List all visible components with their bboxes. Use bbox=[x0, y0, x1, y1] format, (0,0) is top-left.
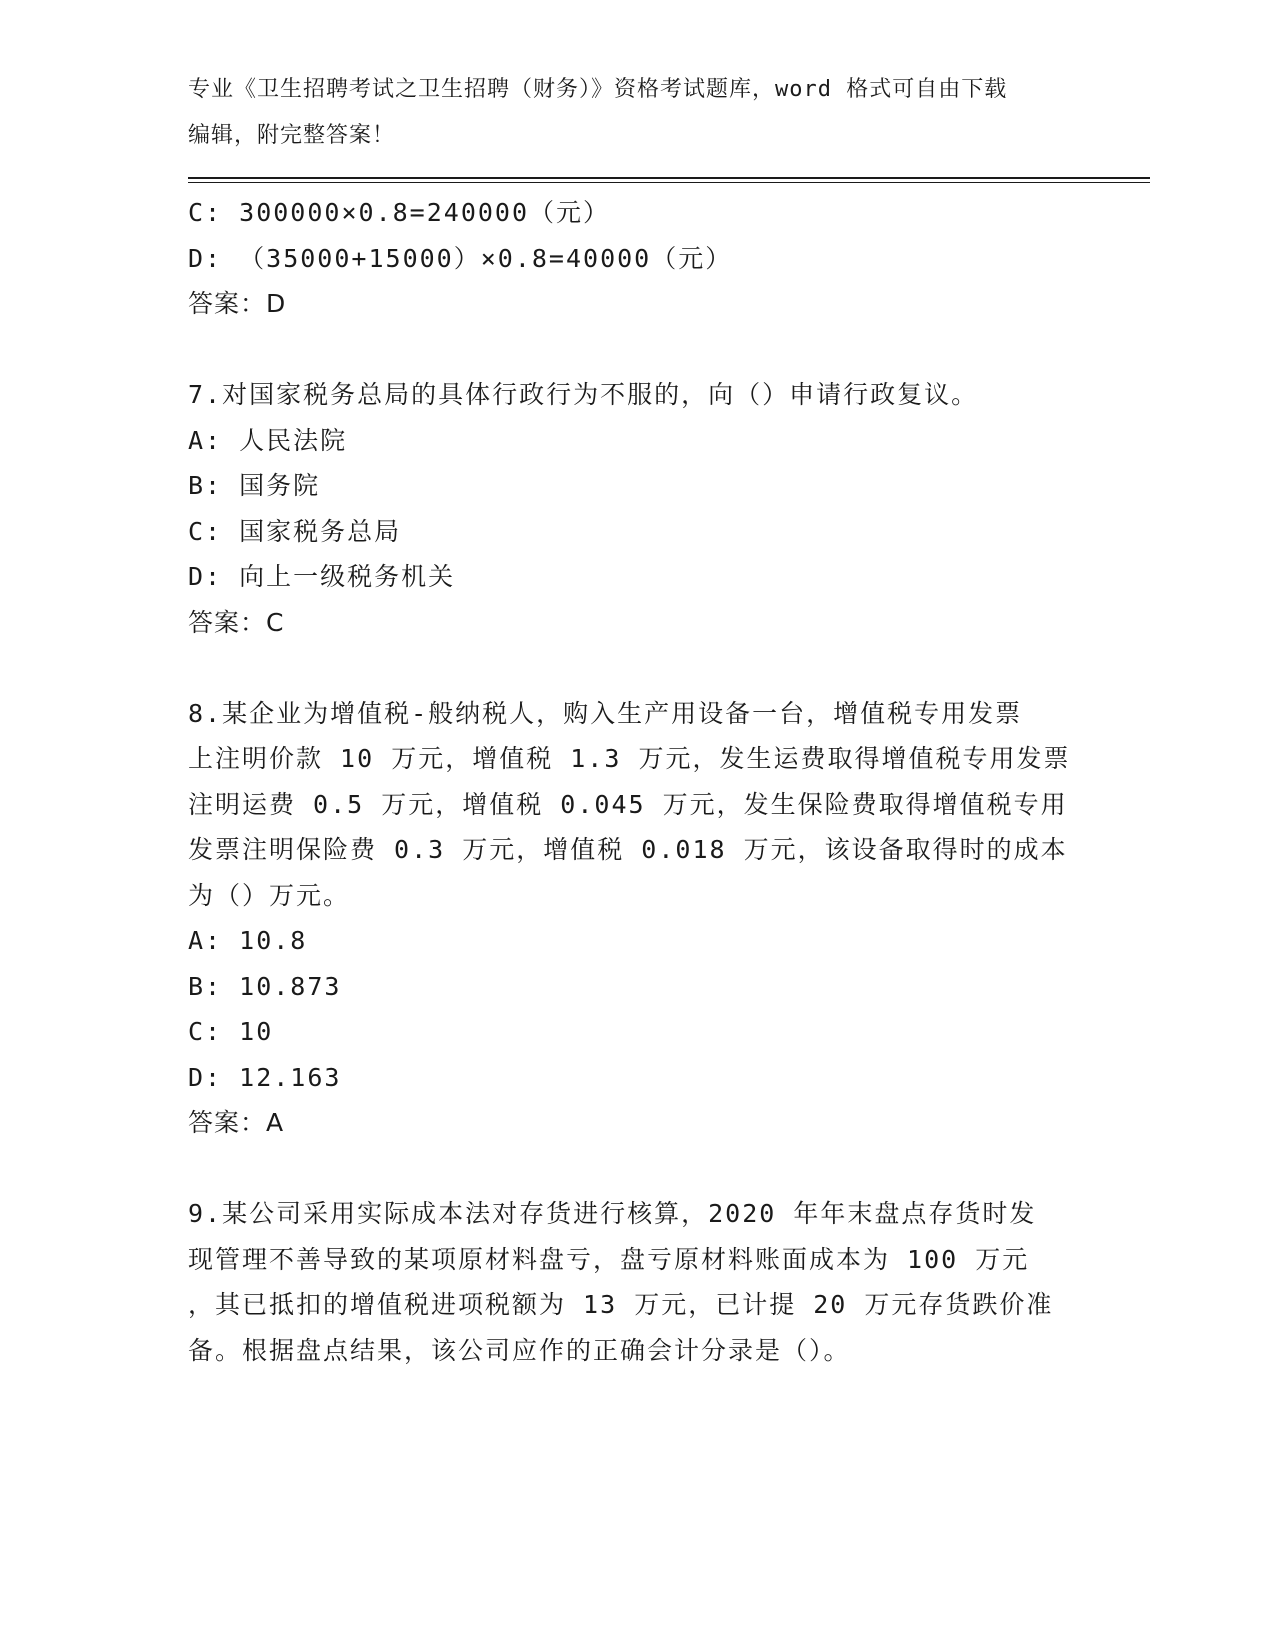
question-stem-line: 为（）万元。 bbox=[188, 880, 351, 910]
option-a: A: 人民法院 bbox=[188, 425, 348, 455]
question-spacer bbox=[188, 1146, 1088, 1192]
option-b: B: 10.873 bbox=[188, 971, 342, 1001]
option-d: D: 12.163 bbox=[188, 1062, 342, 1092]
answer-line: 答案：D bbox=[188, 289, 287, 318]
question-stem-line: 现管理不善导致的某项原材料盘亏，盘亏原材料账面成本为 100 万元 bbox=[188, 1244, 1030, 1274]
page-header bbox=[188, 74, 1088, 165]
answer-line: 答案：A bbox=[188, 1108, 285, 1137]
option-d: D: （35000+15000）×0.8=40000（元） bbox=[188, 243, 733, 273]
header-line-1: 专业《卫生招聘考试之卫生招聘（财务）》资格考试题库，word 格式可自由下载 bbox=[188, 77, 1008, 102]
option-d: D: 向上一级税务机关 bbox=[188, 562, 456, 591]
question-7 bbox=[188, 372, 1088, 645]
option-c: C: 国家税务总局 bbox=[188, 516, 402, 546]
question-8 bbox=[188, 691, 1088, 1146]
option-b: B: 国务院 bbox=[188, 471, 321, 500]
answer-line: 答案：C bbox=[188, 607, 285, 637]
option-a: A: 10.8 bbox=[188, 926, 308, 955]
option-c: C: 10 bbox=[188, 1017, 274, 1046]
question-stem-line: 发票注明保险费 0.3 万元，增值税 0.018 万元，该设备取得时的成本 bbox=[188, 835, 1068, 864]
question-stem-line: 上注明价款 10 万元，增值税 1.3 万元，发生运费取得增值税专用发票 bbox=[188, 744, 1071, 773]
header-divider bbox=[188, 177, 1150, 183]
option-c: C: 300000×0.8=240000（元） bbox=[188, 198, 611, 227]
previous-question-tail bbox=[188, 190, 1088, 327]
question-stem-line: 注明运费 0.5 万元，增值税 0.045 万元，发生保险费取得增值税专用 bbox=[188, 789, 1068, 819]
question-stem-line: 7.对国家税务总局的具体行政行为不服的，向（）申请行政复议。 bbox=[188, 380, 979, 409]
header-line-2: 编辑，附完整答案！ bbox=[188, 122, 396, 148]
question-stem-line: 9.某公司采用实际成本法对存货进行核算，2020 年年末盘点存货时发 bbox=[188, 1199, 1037, 1228]
question-9 bbox=[188, 1191, 1088, 1373]
question-stem-line: 8.某企业为增值税-般纳税人，购入生产用设备一台，增值税专用发票 bbox=[188, 698, 1023, 728]
question-stem-line: 备。根据盘点结果，该公司应作的正确会计分录是（）。 bbox=[188, 1335, 851, 1365]
question-spacer bbox=[188, 327, 1088, 373]
document-body bbox=[188, 190, 1088, 1373]
question-spacer bbox=[188, 645, 1088, 691]
question-stem-line: ，其已抵扣的增值税进项税额为 13 万元，已计提 20 万元存货跌价准 bbox=[188, 1290, 1054, 1319]
